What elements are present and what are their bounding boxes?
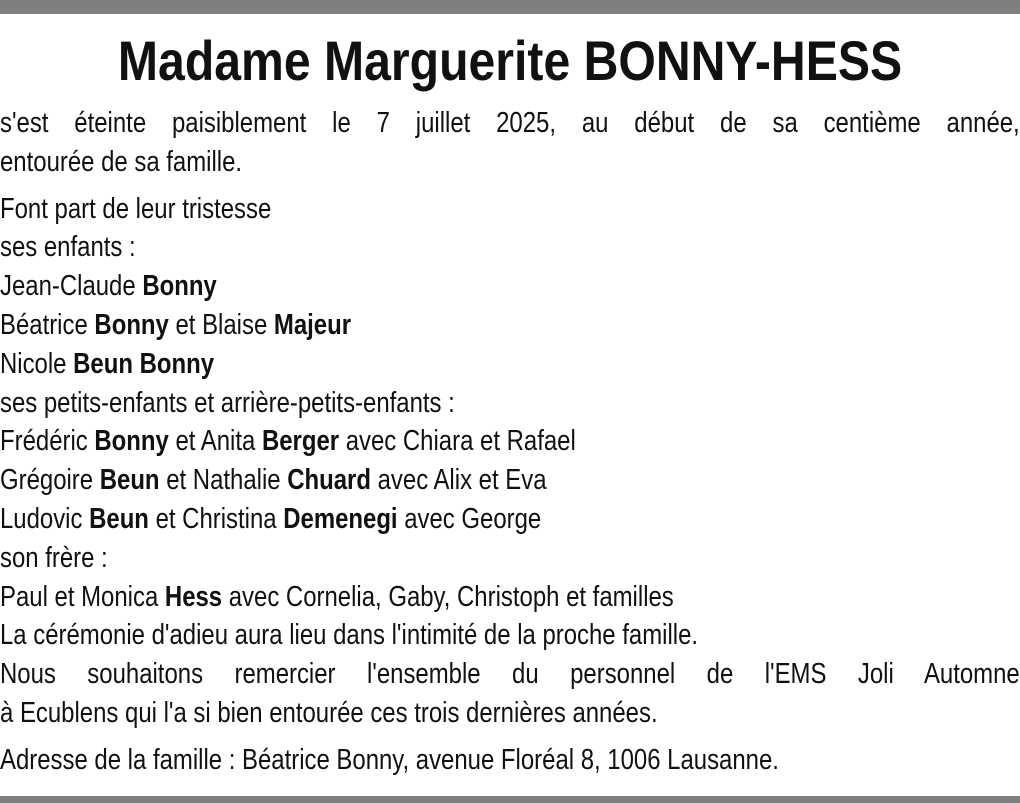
obituary-body — [0, 104, 1020, 780]
given-name: Grégoire — [0, 464, 100, 497]
grandchild-entry — [0, 500, 1020, 539]
family-name: Bonny — [94, 425, 169, 458]
partner-family-name: Majeur — [273, 308, 352, 341]
intro-line-1: s'est éteinte paisiblement le 7 juillet 2025, au début de sa centième année, — [0, 107, 1020, 139]
descendants: avec Cornelia, Gaby, Christoph et familles — [222, 580, 674, 613]
family-name: Bonny — [94, 308, 169, 341]
ceremony-line: La cérémonie d'adieu aura lieu dans l'intimité de la proche famille. — [0, 619, 699, 652]
family-name: Hess — [164, 580, 223, 613]
partner-name: et Anita — [168, 425, 262, 458]
grandchildren-heading: ses petits-enfants et arrière-petits-enfants : — [0, 386, 455, 419]
child-entry — [0, 345, 1020, 384]
deceased-name-title: Madame Marguerite BONNY-HESS — [117, 29, 903, 92]
given-name: Béatrice — [0, 308, 95, 341]
thanks-line-2: à Ecublens qui l'a si bien entourée ces trois dernières années. — [0, 696, 658, 729]
partner-name: et Nathalie — [159, 464, 288, 497]
intro-line-2: entourée de sa famille. — [0, 145, 243, 178]
child-entry — [0, 306, 1020, 345]
descendants: avec George — [397, 502, 542, 535]
brother-entry — [0, 578, 1020, 617]
given-name: Paul et Monica — [0, 580, 165, 613]
partner-family-name: Chuard — [287, 464, 371, 497]
bottom-rule — [0, 796, 1020, 803]
partner-name: et Christina — [148, 502, 284, 535]
given-name: Jean-Claude — [0, 270, 143, 303]
family-name: Beun Bonny — [73, 347, 215, 380]
child-entry — [0, 267, 1020, 306]
given-name: Nicole — [0, 347, 74, 380]
brother-heading: son frère : — [0, 541, 108, 574]
family-name: Bonny — [142, 270, 217, 303]
descendants: avec Alix et Eva — [370, 464, 547, 497]
family-name: Beun — [99, 464, 160, 497]
partner-family-name: Berger — [261, 425, 340, 458]
given-name: Frédéric — [0, 425, 95, 458]
thanks-line-1: Nous souhaitons remercier l'ensemble du personnel de l'EMS Joli Automne — [0, 658, 1020, 691]
partner-name: et Blaise — [168, 308, 274, 341]
top-rule — [0, 0, 1020, 14]
grandchild-entry — [0, 461, 1020, 500]
given-name: Ludovic — [0, 502, 90, 535]
children-heading: ses enfants : — [0, 231, 136, 264]
announcement-line: Font part de leur tristesse — [0, 192, 272, 225]
family-address: Adresse de la famille : Béatrice Bonny, avenue Floréal 8, 1006 Lausanne. — [0, 743, 779, 776]
grandchild-entry — [0, 422, 1020, 461]
descendants: avec Chiara et Rafael — [339, 425, 576, 458]
partner-family-name: Demenegi — [283, 502, 398, 535]
family-name: Beun — [89, 502, 149, 535]
